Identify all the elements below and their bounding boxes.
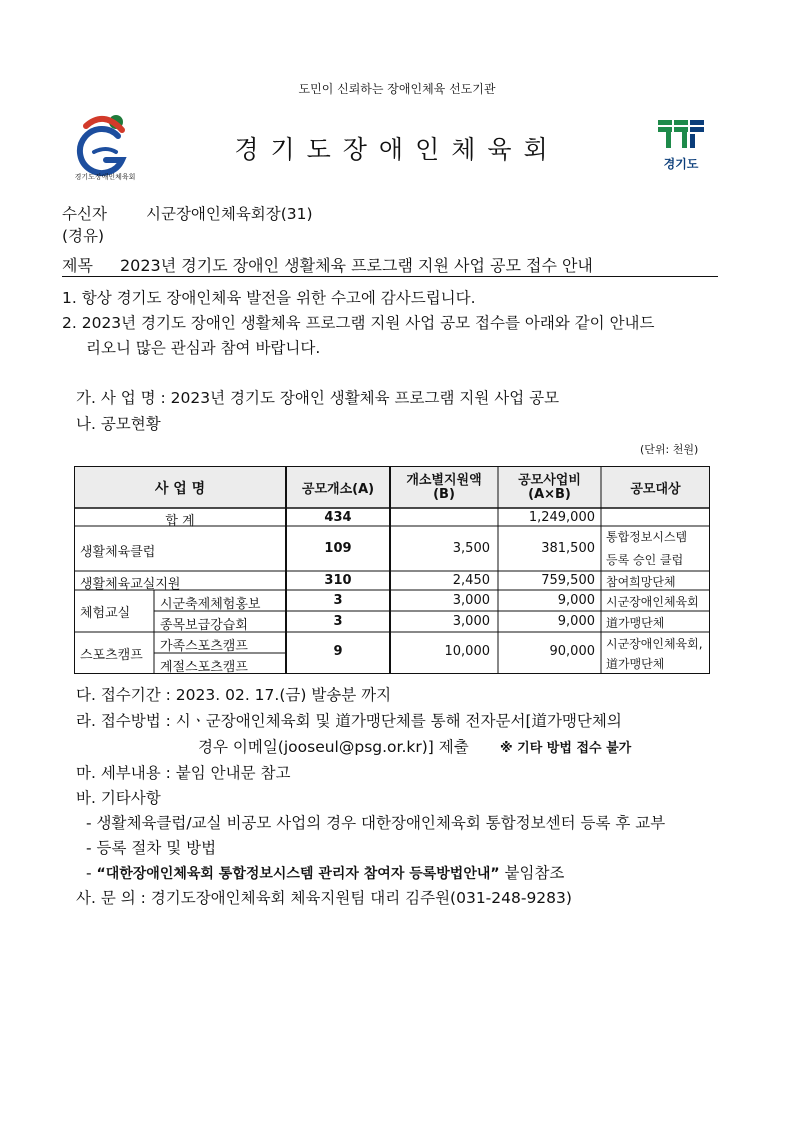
experience-row2-count: 3 (333, 614, 343, 629)
th-count: 공모개소(A) (301, 482, 375, 497)
camp-per-site: 10,000 (444, 644, 490, 659)
item-contact: 사. 문 의 : 경기도장애인체육회 체육지원팀 대리 김주원(031-248-9283) (76, 889, 572, 907)
experience-row1-count: 3 (333, 593, 343, 608)
club-target-1: 통합정보시스템 (606, 530, 688, 544)
unit-note: (단위: 천원) (640, 443, 699, 456)
other-2: - 등록 절차 및 방법 (86, 839, 217, 857)
recipient-label: 수신자 (62, 205, 107, 223)
experience-row2-per-site: 3,000 (452, 614, 490, 629)
subject-value: 2023년 경기도 장애인 생활체육 프로그램 지원 사업 공모 접수 안내 (120, 256, 593, 275)
experience-row1-per-site: 3,000 (452, 593, 490, 608)
paragraph-2-line-2: 리오니 많은 관심과 참여 바랍니다. (86, 339, 321, 357)
org-title: 경기도장애인체육회 (234, 135, 560, 164)
item-details: 마. 세부내용 : 붙임 안내문 참고 (76, 764, 291, 782)
experience-row2-name: 종목보급강습회 (160, 618, 248, 633)
club-name: 생활체육클럽 (80, 545, 156, 560)
gyeonggi-logo (656, 120, 706, 150)
item-method-line-1: 라. 접수방법 : 시ㆍ군장애인체육회 및 道가맹단체를 통해 전자문서[道가맹단체의 (76, 712, 622, 730)
program-table (74, 466, 710, 674)
item-period: 다. 접수기간 : 2023. 02. 17.(금) 발송분 까지 (76, 686, 392, 704)
item-method-note: ※ 기타 방법 접수 불가 (500, 741, 632, 756)
subject-row (62, 250, 718, 277)
other-3-suffix: 붙임참조 (504, 864, 565, 882)
th-per-site-2: (B) (433, 487, 455, 502)
th-per-site-1: 개소별지원액 (406, 473, 482, 488)
item-other: 바. 기타사항 (76, 789, 161, 807)
camp-row2-name: 계절스포츠캠프 (160, 660, 248, 675)
experience-row2-target: 道가맹단체 (606, 616, 665, 630)
total-count: 434 (324, 510, 352, 525)
total-label: 합 계 (165, 514, 195, 529)
experience-row1-name: 시군축제체험홍보 (160, 597, 261, 612)
other-1: - 생활체육클럽/교실 비공모 사업의 경우 대한장애인체육회 통합정보센터 등록 후 교부 (86, 814, 666, 832)
experience-row1-target: 시군장애인체육회 (606, 595, 699, 609)
th-budget-1: 공모사업비 (518, 473, 581, 488)
paragraph-1: 1. 항상 경기도 장애인체육 발전을 위한 수고에 감사드립니다. (62, 289, 476, 307)
camp-group: 스포츠캠프 (80, 648, 143, 663)
experience-group: 체험교실 (80, 606, 131, 621)
paragraph-2-line-1: 2. 2023년 경기도 장애인 생활체육 프로그램 지원 사업 공모 접수를 아래와 같이 안내드 (62, 314, 655, 332)
th-target: 공모대상 (630, 482, 681, 497)
camp-target-1: 시군장애인체육회, (606, 637, 703, 651)
subject-label: 제목 (62, 256, 93, 275)
class-budget: 759,500 (541, 573, 595, 588)
via-label: (경유) (62, 227, 105, 245)
experience-row2-budget: 9,000 (557, 614, 595, 629)
item-status: 나. 공모현황 (76, 415, 161, 433)
class-target: 참여희망단체 (606, 575, 676, 589)
other-3 (86, 861, 564, 883)
experience-row1-budget: 9,000 (557, 593, 595, 608)
total-budget: 1,249,000 (528, 510, 595, 525)
th-project-name: 사 업 명 (154, 481, 206, 497)
class-per-site: 2,450 (452, 573, 490, 588)
gyeonggi-logo-caption: 경기도 (663, 157, 699, 171)
camp-row1-name: 가족스포츠캠프 (160, 639, 248, 654)
slogan: 도민이 신뢰하는 장애인체육 선도기관 (298, 82, 496, 96)
th-budget-2: (A×B) (528, 487, 571, 502)
other-3-prefix: - (86, 864, 97, 882)
camp-budget: 90,000 (549, 644, 595, 659)
club-budget: 381,500 (541, 541, 595, 556)
other-3-bold: “대한장애인체육회 통합정보시스템 관리자 참여자 등록방법안내” (96, 866, 500, 882)
camp-count: 9 (333, 644, 343, 659)
camp-target-2: 道가맹단체 (606, 657, 665, 671)
class-count: 310 (324, 573, 352, 588)
org-logo-caption: 경기도장애인체육회 (74, 173, 136, 181)
class-name: 생활체육교실지원 (80, 577, 181, 592)
club-target-2: 등록 승인 클럽 (606, 553, 684, 567)
club-count: 109 (324, 541, 352, 556)
item-method-line-2: 경우 이메일(jooseul@psg.or.kr)] 제출 (198, 738, 469, 756)
recipient-value: 시군장애인체육회장(31) (146, 205, 313, 223)
item-project-name: 가. 사 업 명 : 2023년 경기도 장애인 생활체육 프로그램 지원 사업 공모 (76, 389, 560, 407)
club-per-site: 3,500 (452, 541, 490, 556)
